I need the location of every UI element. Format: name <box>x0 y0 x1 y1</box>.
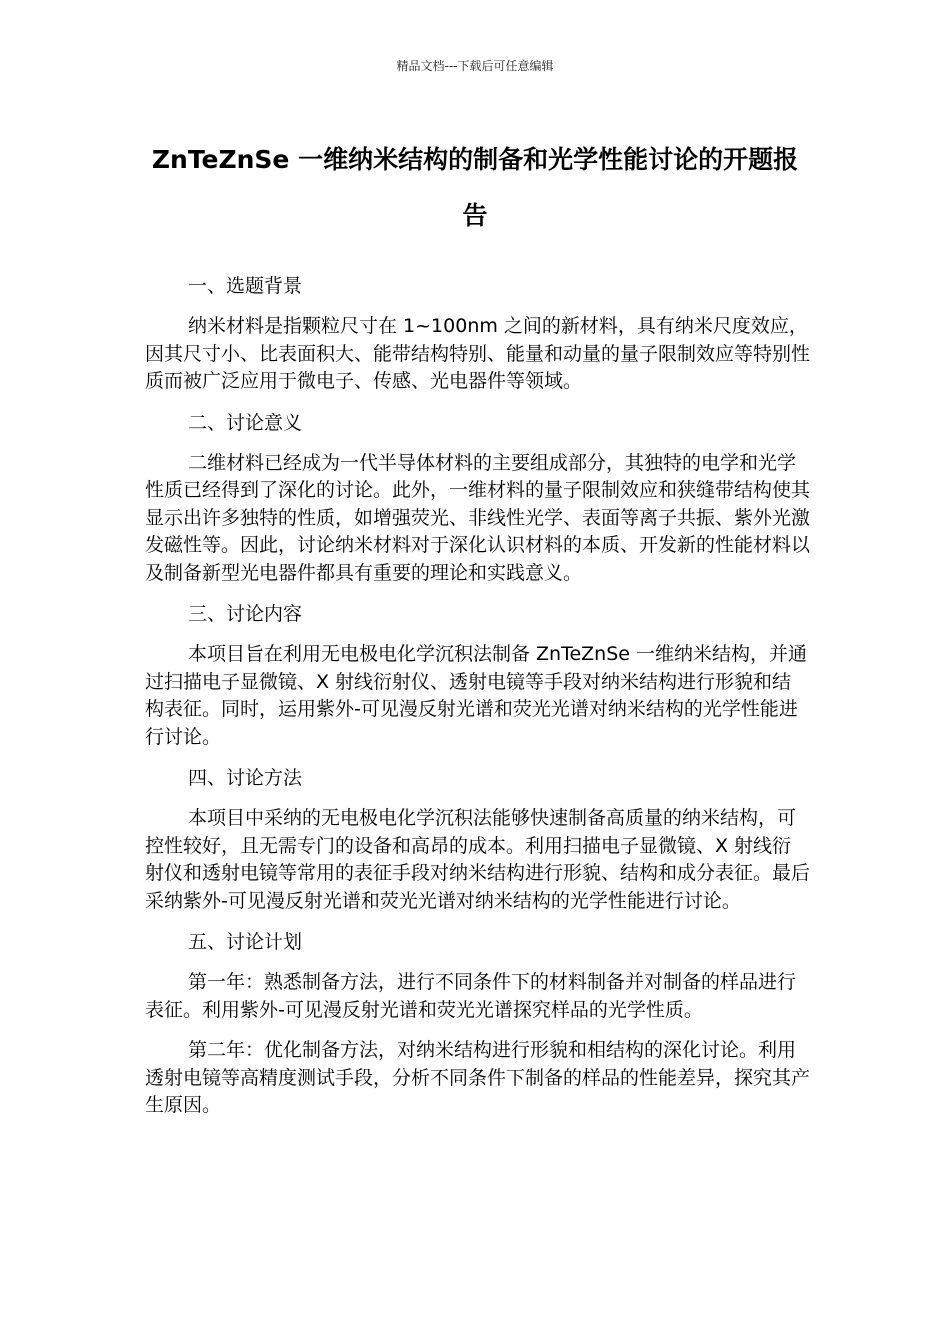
paragraph: 本项目旨在利用无电极电化学沉积法制备 ZnTeZnSe 一维纳米结构，并通过扫描电子显微镜、X 射线衍射仪、透射电镜等手段对纳米结构进行形貌和结构表征。同时，运用紫外-可见漫反射光谱和荧光光谱对纳米结构的光学性能进行讨论。 <box>145 643 808 748</box>
paragraph: 本项目中采纳的无电极电化学沉积法能够快速制备高质量的纳米结构，可控性较好，且无需专门的设备和高昂的成本。利用扫描电子显微镜、X 射线衍射仪和透射电镜等常用的表征手段对纳米结构进行形貌、结构和成分表征。最后采纳紫外-可见漫反射光谱和荧光光谱对纳米结构的光学性能进行讨论。 <box>145 807 811 912</box>
section-background <box>145 272 810 396</box>
section-content <box>145 600 810 751</box>
paragraph: 纳米材料是指颗粒尺寸在 1~100nm 之间的新材料，具有纳米尺度效应，因其尺寸小、比表面积大、能带结构特别、能量和动量的量子限制效应等特别性质而被广泛应用于微电子、传感、光电器件等领域。 <box>145 315 811 392</box>
header-note: 精品文档---下载后可任意编辑 <box>396 59 554 73</box>
paragraph: 二维材料已经成为一代半导体材料的主要组成部分，其独特的电学和光学性质已经得到了深化的讨论。此外，一维材料的量子限制效应和狭缝带结构使其显示出许多独特的性质，如增强荧光、非线性光学、表面等离子共振、紫外光激发磁性等。因此，讨论纳米材料对于深化认识材料的本质、开发新的性能材料以及制备新型光电器件都具有重要的理论和实践意义。 <box>145 451 811 584</box>
section-methods <box>145 764 810 915</box>
section-heading: 二、讨论意义 <box>188 411 303 434</box>
section-plan <box>145 928 810 1120</box>
section-heading: 五、讨论计划 <box>188 931 303 953</box>
document-title: ZnTeZnSe 一维纳米结构的制备和光学性能讨论的开题报告 <box>151 145 799 230</box>
section-heading: 三、讨论内容 <box>188 603 303 625</box>
section-heading: 四、讨论方法 <box>188 767 303 789</box>
document-body <box>145 272 810 1133</box>
section-significance <box>145 409 810 588</box>
paragraph: 第二年：优化制备方法，对纳米结构进行形貌和相结构的深化讨论。利用透射电镜等高精度测试手段，分析不同条件下制备的样品的性能差异，探究其产生原因。 <box>145 1039 811 1116</box>
section-heading: 一、选题背景 <box>188 275 303 297</box>
paragraph: 第一年：熟悉制备方法，进行不同条件下的材料制备并对制备的样品进行表征。利用紫外-可见漫反射光谱和荧光光谱探究样品的光学性质。 <box>145 971 797 1021</box>
